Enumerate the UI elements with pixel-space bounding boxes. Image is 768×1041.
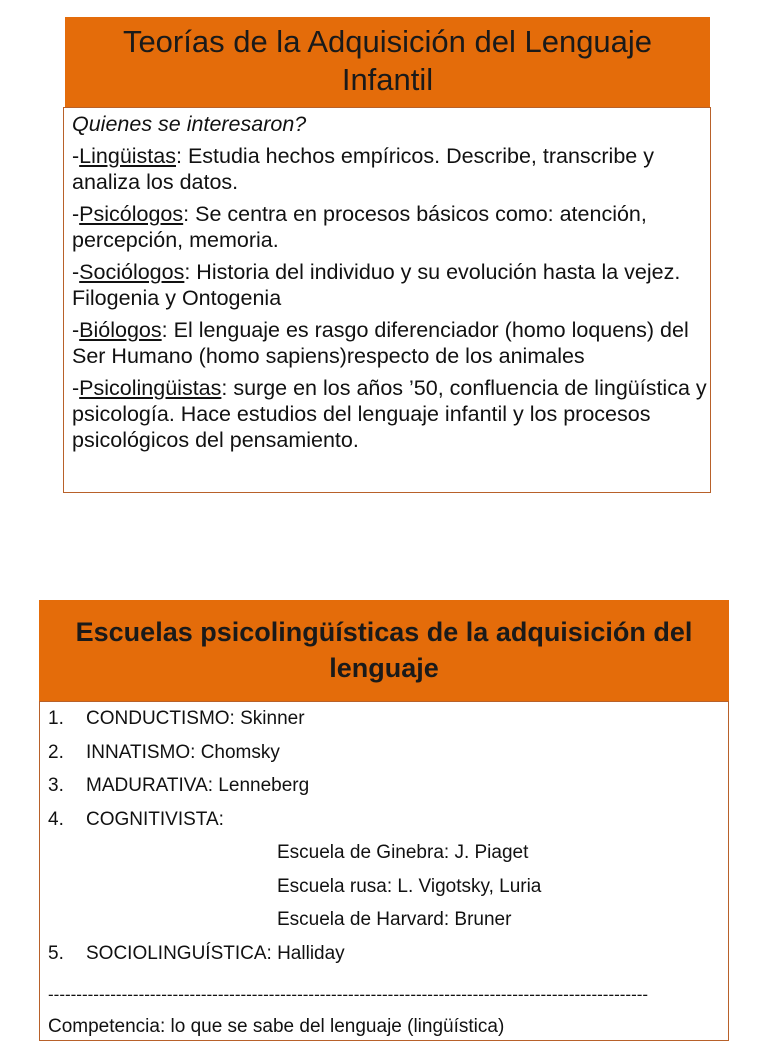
- desc-linguistas: : Estudia hechos empíricos. Describe, transcribe y analiza los datos.: [72, 144, 654, 194]
- sub-text: Escuela de Ginebra: J. Piaget: [277, 842, 529, 863]
- list-text: INNATISMO: Chomsky: [86, 741, 280, 763]
- list-number: 1.: [48, 708, 64, 729]
- slide1-content-box: [63, 107, 711, 493]
- item-sociologos: -Sociólogos: Historia del individuo y su evolución hasta la vejez. Filogenia y Ontogenia: [72, 260, 681, 310]
- desc-biologos: : El lenguaje es rasgo diferenciador (homo loquens) del Ser Humano (homo sapiens)respecto de los animales: [72, 318, 689, 368]
- list-number: 5.: [48, 942, 64, 964]
- slide1-title-line1: Teorías de la Adquisición del Lenguaje: [122, 24, 653, 59]
- list-text: SOCIOLINGUÍSTICA: Halliday: [86, 942, 345, 964]
- slide2-title-line2: lenguaje: [329, 653, 439, 683]
- list-text: MADURATIVA: Lenneberg: [86, 775, 310, 796]
- list-item: [40, 943, 728, 977]
- list-item: [40, 708, 728, 742]
- list-number: 3.: [48, 775, 64, 796]
- desc-psicolinguistas: : surge en los años ’50, confluencia de lingüística y psicología. Hace estudios del lenguaje infantil y los procesos psicológicos del pensamiento.: [72, 376, 707, 452]
- slide1-question: Quienes se interesaron?: [72, 112, 307, 136]
- term-psicolinguistas: Psicolingüistas: [79, 376, 222, 400]
- competencia-text: Competencia: lo que se sabe del lenguaje (lingüística): [48, 1016, 505, 1037]
- item-linguistas: -Lingüistas: Estudia hechos empíricos. Describe, transcribe y analiza los datos.: [72, 144, 654, 194]
- term-psicologos: Psicólogos: [79, 202, 184, 226]
- slide2-title: [39, 600, 729, 701]
- term-linguistas: Lingüistas: [79, 144, 176, 168]
- list-item: [40, 809, 728, 843]
- sub-text: Escuela de Harvard: Bruner: [277, 909, 512, 930]
- item-psicologos: -Psicólogos: Se centra en procesos básicos como: atención, percepción, memoria.: [72, 202, 647, 252]
- item-psicolinguistas: -Psicolingüistas: surge en los años ’50, confluencia de lingüística y psicología. Hace estudios del lenguaje infantil y los procesos psicológicos del pensamiento.: [72, 376, 707, 452]
- list-text: COGNITIVISTA:: [86, 808, 224, 830]
- slide1-title: [65, 17, 710, 107]
- desc-sociologos: : Historia del individuo y su evolución hasta la vejez. Filogenia y Ontogenia: [72, 260, 681, 310]
- dashed-separator: ----------------------------------------------------------------------------------------------------------: [48, 985, 649, 1004]
- list-number: 4.: [48, 808, 64, 830]
- list-item: [40, 742, 728, 776]
- sub-item: [40, 909, 728, 943]
- list-text: CONDUCTISMO: Skinner: [86, 708, 305, 729]
- term-sociologos: Sociólogos: [79, 260, 185, 284]
- item-biologos: -Biólogos: El lenguaje es rasgo diferenciador (homo loquens) del Ser Humano (homo sapiens)respecto de los animales: [72, 318, 689, 368]
- sub-text: Escuela rusa: L. Vigotsky, Luria: [277, 875, 542, 897]
- slide2-title-line1: Escuelas psicolingüísticas de la adquisición del: [75, 617, 693, 647]
- term-biologos: Biólogos: [79, 318, 162, 342]
- list-item: [40, 775, 728, 809]
- slide2-content-box: [39, 701, 729, 1041]
- list-number: 2.: [48, 741, 64, 763]
- sub-item: [40, 876, 728, 910]
- sub-item: [40, 842, 728, 876]
- slide1-title-line2: Infantil: [341, 62, 434, 97]
- desc-psicologos: : Se centra en procesos básicos como: atención, percepción, memoria.: [72, 202, 647, 252]
